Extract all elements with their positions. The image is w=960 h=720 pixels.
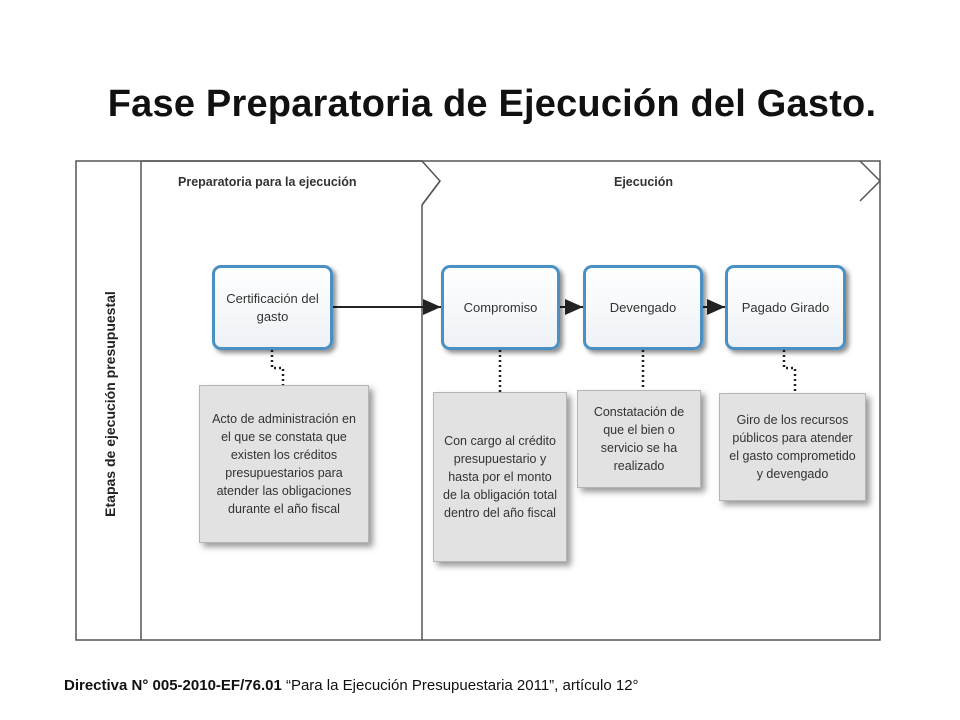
lane-label-preparatoria: Preparatoria para la ejecución [178, 175, 357, 189]
stage-pagado-girado: Pagado Girado [725, 265, 846, 350]
footer-directive: Directiva N° 005-2010-EF/76.01 [64, 677, 282, 694]
connector-4 [784, 350, 795, 393]
page-title: Fase Preparatoria de Ejecución del Gasto. [107, 83, 877, 126]
footer-rest: “Para la Ejecución Presupuestaria 2011”, artículo 12° [281, 677, 639, 694]
note-certificacion: Acto de administración en el que se constata que existen los créditos presupuestarios para atender las obligaciones durante el año fiscal [199, 385, 369, 543]
side-label: Etapas de ejecución presupuestal [102, 291, 118, 517]
stage-compromiso: Compromiso [441, 265, 560, 350]
connector-1 [272, 350, 283, 385]
footer-citation [64, 677, 944, 694]
stage-devengado: Devengado [583, 265, 703, 350]
lane-chevron-1 [422, 181, 440, 205]
note-devengado: Constatación de que el bien o servicio se ha realizado [577, 390, 701, 488]
note-pagado-girado: Giro de los recursos públicos para atender el gasto comprometido y devengado [719, 393, 866, 501]
lane-header-ejecucion [860, 161, 880, 201]
lane-label-ejecucion: Ejecución [614, 175, 674, 189]
note-compromiso: Con cargo al crédito presupuestario y hasta por el monto de la obligación total dentro del año fiscal [433, 392, 567, 562]
stage-certificacion: Certificación del gasto [212, 265, 333, 350]
